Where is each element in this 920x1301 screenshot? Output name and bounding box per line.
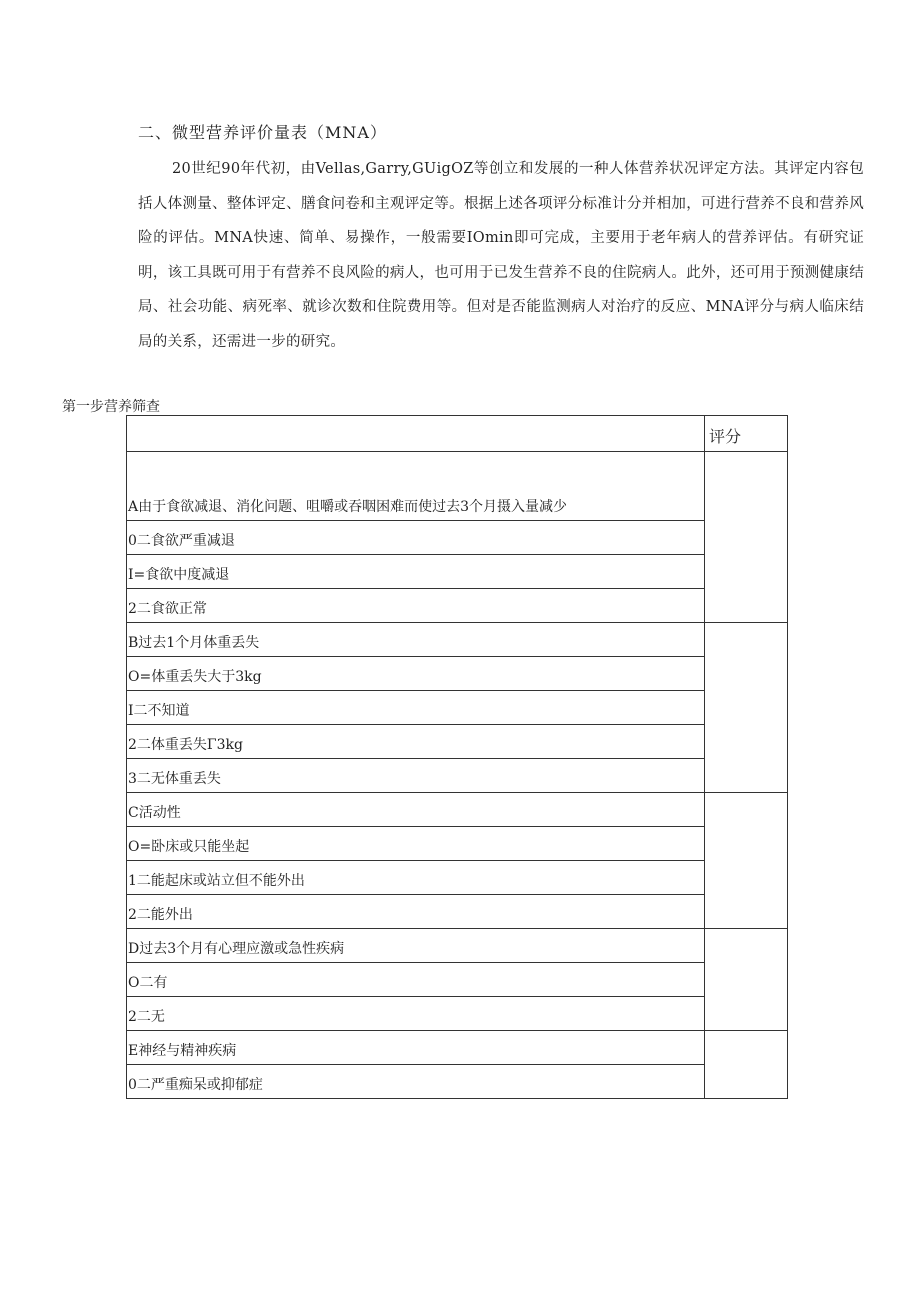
score-cell-c[interactable] <box>705 793 788 929</box>
table-row <box>127 759 788 793</box>
option-cell: 1二能起床或站立但不能外出 <box>127 861 705 895</box>
table-row <box>127 929 788 963</box>
score-header-cell: 评分 <box>705 416 788 452</box>
score-cell-b[interactable] <box>705 623 788 793</box>
table-row <box>127 861 788 895</box>
table-row <box>127 1065 788 1099</box>
question-cell-a: A由于食欲减退、消化问题、咀嚼或吞咽困难而使过去3个月摄入量减少 <box>127 452 705 521</box>
option-cell: 2二能外出 <box>127 895 705 929</box>
intro-paragraph: 20世纪90年代初，由Vellas,Garry,GUigOZ等创立和发展的一种人体营养状况评定方法。其评定内容包括人体测量、整体评定、膳食问卷和主观评定等。根据上述各项评分标准计分并相加，可进行营养不良和营养风险的评估。MNA快速、简单、易操作，一般需要IOmin即可完成，主要用于老年病人的营养评估。有研究证明，该工具既可用于有营养不良风险的病人，也可用于已发生营养不良的住院病人。此外，还可用于预测健康结局、社会功能、病死率、就诊次数和住院费用等。但对是否能监测病人对治疗的反应、MNA评分与病人临床结局的关系，还需进一步的研究。 <box>138 161 864 350</box>
question-cell-d: D过去3个月有心理应激或急性疾病 <box>127 929 705 963</box>
table-row <box>127 963 788 997</box>
table-header-row <box>127 416 788 452</box>
option-cell: O=体重丢失大于3kg <box>127 657 705 691</box>
table-row <box>127 793 788 827</box>
option-cell: O二有 <box>127 963 705 997</box>
option-cell: 2二食欲正常 <box>127 589 705 623</box>
table-row <box>127 895 788 929</box>
option-cell: 2二体重丢失Γ3kg <box>127 725 705 759</box>
table-row <box>127 657 788 691</box>
option-cell: O=卧床或只能坐起 <box>127 827 705 861</box>
score-cell-d[interactable] <box>705 929 788 1031</box>
table-row <box>127 691 788 725</box>
table-row <box>127 725 788 759</box>
question-cell-e: E神经与精神疾病 <box>127 1031 705 1065</box>
score-cell-a[interactable] <box>705 452 788 623</box>
option-cell: 2二无 <box>127 997 705 1031</box>
option-cell: 3二无体重丢失 <box>127 759 705 793</box>
table-row <box>127 555 788 589</box>
question-cell-b: B过去1个月体重丢失 <box>127 623 705 657</box>
mna-screening-table <box>126 415 788 1099</box>
section-heading: 二、微型营养评价量表（MNA） <box>138 123 387 142</box>
question-cell-c: C活动性 <box>127 793 705 827</box>
score-cell-e[interactable] <box>705 1031 788 1099</box>
table-row <box>127 452 788 521</box>
table-row <box>127 997 788 1031</box>
table-row <box>127 1031 788 1065</box>
table-row <box>127 827 788 861</box>
step-label: 第一步营养筛查 <box>62 399 160 415</box>
table-row <box>127 623 788 657</box>
option-cell: I二不知道 <box>127 691 705 725</box>
option-cell: 0二食欲严重减退 <box>127 521 705 555</box>
table-row <box>127 521 788 555</box>
item-header-cell <box>127 416 705 452</box>
option-cell: 0二严重痴呆或抑郁症 <box>127 1065 705 1099</box>
table-row <box>127 589 788 623</box>
option-cell: I=食欲中度减退 <box>127 555 705 589</box>
